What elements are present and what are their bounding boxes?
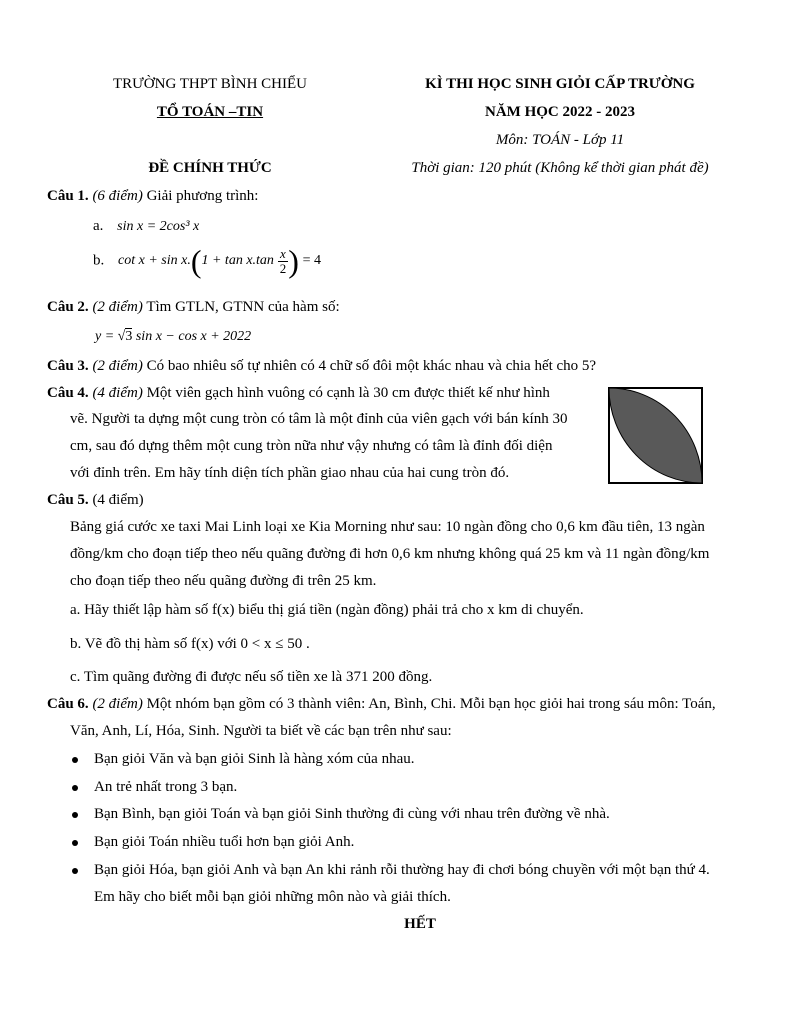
question-1-points: (6 điểm) bbox=[92, 188, 143, 204]
question-1 bbox=[47, 188, 258, 205]
question-6-line-2: Văn, Anh, Lí, Hóa, Sinh. Người ta biết về các bạn trên như sau: bbox=[70, 723, 452, 739]
bullet-dot bbox=[72, 868, 78, 874]
question-1b-label: b. bbox=[93, 252, 105, 269]
question-4-line-1 bbox=[47, 385, 550, 402]
sqrt-radicand: 3 bbox=[125, 329, 133, 344]
question-4-label: Câu 4. bbox=[47, 385, 89, 401]
bullet-item bbox=[72, 834, 354, 851]
sqrt-symbol: √ bbox=[117, 329, 126, 344]
question-3 bbox=[47, 358, 596, 375]
question-1b-right: = 4 bbox=[302, 253, 321, 268]
question-1b bbox=[93, 243, 321, 279]
fraction-x-over-2 bbox=[278, 247, 289, 276]
bullet-text: Bạn giỏi Hóa, bạn giỏi Anh và bạn An khi rảnh rỗi thường hay đi chơi bóng chuyền với một bạn thứ 4. bbox=[94, 862, 710, 878]
fraction-denominator: 2 bbox=[279, 260, 287, 276]
exam-title: KÌ THI HỌC SINH GIỎI CẤP TRƯỜNG bbox=[425, 76, 695, 92]
bullet-dot bbox=[72, 757, 78, 763]
bullet-item bbox=[72, 751, 415, 768]
school-name: TRƯỜNG THPT BÌNH CHIỂU bbox=[112, 76, 308, 92]
question-4-line-3: cm, sau đó dựng thêm một cung tròn nữa như vậy nhưng có tâm là đỉnh đối diện bbox=[70, 438, 553, 454]
fraction-numerator: x bbox=[278, 247, 289, 262]
bullet-dot bbox=[72, 840, 78, 846]
question-2-text: Tìm GTLN, GTNN của hàm số: bbox=[142, 299, 340, 315]
question-5-line-2: đồng/km cho đoạn tiếp theo nếu quãng đường đi hơn 0,6 km nhưng không quá 25 km và 11 ngàn đồng/km bbox=[70, 546, 710, 562]
open-paren: ( bbox=[190, 243, 202, 279]
official-label: ĐỀ CHÍNH THỨC bbox=[148, 160, 272, 176]
question-1b-inner: 1 + tan x.tan bbox=[201, 253, 274, 268]
question-6-text-1: Một nhóm bạn gồm có 3 thành viên: An, Bình, Chi. Mỗi bạn học giỏi hai trong sáu môn: Toán, bbox=[142, 696, 716, 712]
bullet-item bbox=[72, 806, 610, 823]
question-2-label: Câu 2. bbox=[47, 299, 89, 315]
bullet-text: Bạn Bình, bạn giỏi Toán và bạn giỏi Sinh thường đi cùng với nhau trên đường về nhà. bbox=[94, 806, 610, 822]
function-rest: sin x − cos x + 2022 bbox=[135, 329, 252, 344]
close-paren: ) bbox=[288, 243, 299, 279]
question-1a-equation: sin x = 2cos³ x bbox=[117, 219, 200, 234]
exam-time: Thời gian: 120 phút (Không kể thời gian phát đề) bbox=[411, 160, 709, 176]
question-6-label: Câu 6. bbox=[47, 696, 89, 712]
question-2-function bbox=[95, 329, 251, 345]
question-5-line-3: cho đoạn tiếp theo nếu quãng đường đi trên 25 km. bbox=[70, 573, 377, 589]
bullet-dot bbox=[72, 785, 78, 791]
question-2-points: (2 điểm) bbox=[92, 299, 143, 315]
question-3-text: Có bao nhiêu số tự nhiên có 4 chữ số đôi một khác nhau và chia hết cho 5? bbox=[142, 358, 597, 374]
question-6-line-1 bbox=[47, 696, 716, 713]
question-2 bbox=[47, 299, 340, 316]
question-5-label: Câu 5. bbox=[47, 492, 89, 508]
subject: Môn: TOÁN - Lớp 11 bbox=[495, 132, 625, 148]
question-4-line-4: với đỉnh trên. Em hãy tính diện tích phần giao nhau của hai cung tròn đó. bbox=[70, 465, 510, 481]
bullet-text: An trẻ nhất trong 3 bạn. bbox=[94, 779, 238, 795]
question-5b: b. Vẽ đồ thị hàm số f(x) với 0 < x ≤ 50 . bbox=[70, 636, 310, 652]
question-4-points: (4 điểm) bbox=[92, 385, 143, 401]
question-6-points: (2 điểm) bbox=[92, 696, 143, 712]
end-marker: HẾT bbox=[404, 916, 436, 932]
question-5a: a. Hãy thiết lập hàm số f(x) biểu thị giá tiền (ngàn đồng) phải trả cho x km di chuyển. bbox=[70, 602, 584, 618]
bullet-item bbox=[72, 862, 710, 879]
question-1-text: Giải phương trình: bbox=[142, 188, 259, 204]
question-3-label: Câu 3. bbox=[47, 358, 89, 374]
question-4-text-1: Một viên gạch hình vuông có cạnh là 30 cm được thiết kế như hình bbox=[142, 385, 550, 401]
bullet-text: Bạn giỏi Toán nhiều tuổi hơn bạn giỏi Anh. bbox=[94, 834, 355, 850]
function-lhs: y = bbox=[95, 329, 118, 344]
group-name: TỔ TOÁN –TIN bbox=[156, 104, 264, 120]
question-5-line-1: Bảng giá cước xe taxi Mai Linh loại xe Kia Morning như sau: 10 ngàn đồng cho 0,6 km đầu tiên, 13 ngàn bbox=[70, 519, 705, 535]
question-6-last-line: Em hãy cho biết mỗi bạn giỏi những môn nào và giải thích. bbox=[94, 889, 451, 905]
bullet-text: Bạn giỏi Văn và bạn giỏi Sinh là hàng xóm của nhau. bbox=[94, 751, 415, 767]
question-1-label: Câu 1. bbox=[47, 188, 89, 204]
school-year: NĂM HỌC 2022 - 2023 bbox=[485, 104, 635, 120]
question-3-points: (2 điểm) bbox=[92, 358, 143, 374]
question-1b-left: cot x + sin x. bbox=[118, 253, 191, 268]
question-5 bbox=[47, 492, 144, 509]
bullet-dot bbox=[72, 812, 78, 818]
question-5-points: (4 điểm) bbox=[92, 492, 144, 508]
tile-figure bbox=[608, 387, 704, 485]
question-1a bbox=[93, 218, 199, 235]
question-4-line-2: vẽ. Người ta dựng một cung tròn có tâm là một đỉnh của viên gạch với bán kính 30 bbox=[70, 411, 568, 427]
question-5c: c. Tìm quãng đường đi được nếu số tiền xe là 371 200 đồng. bbox=[70, 669, 433, 685]
question-1a-label: a. bbox=[93, 218, 104, 234]
bullet-item bbox=[72, 779, 237, 796]
